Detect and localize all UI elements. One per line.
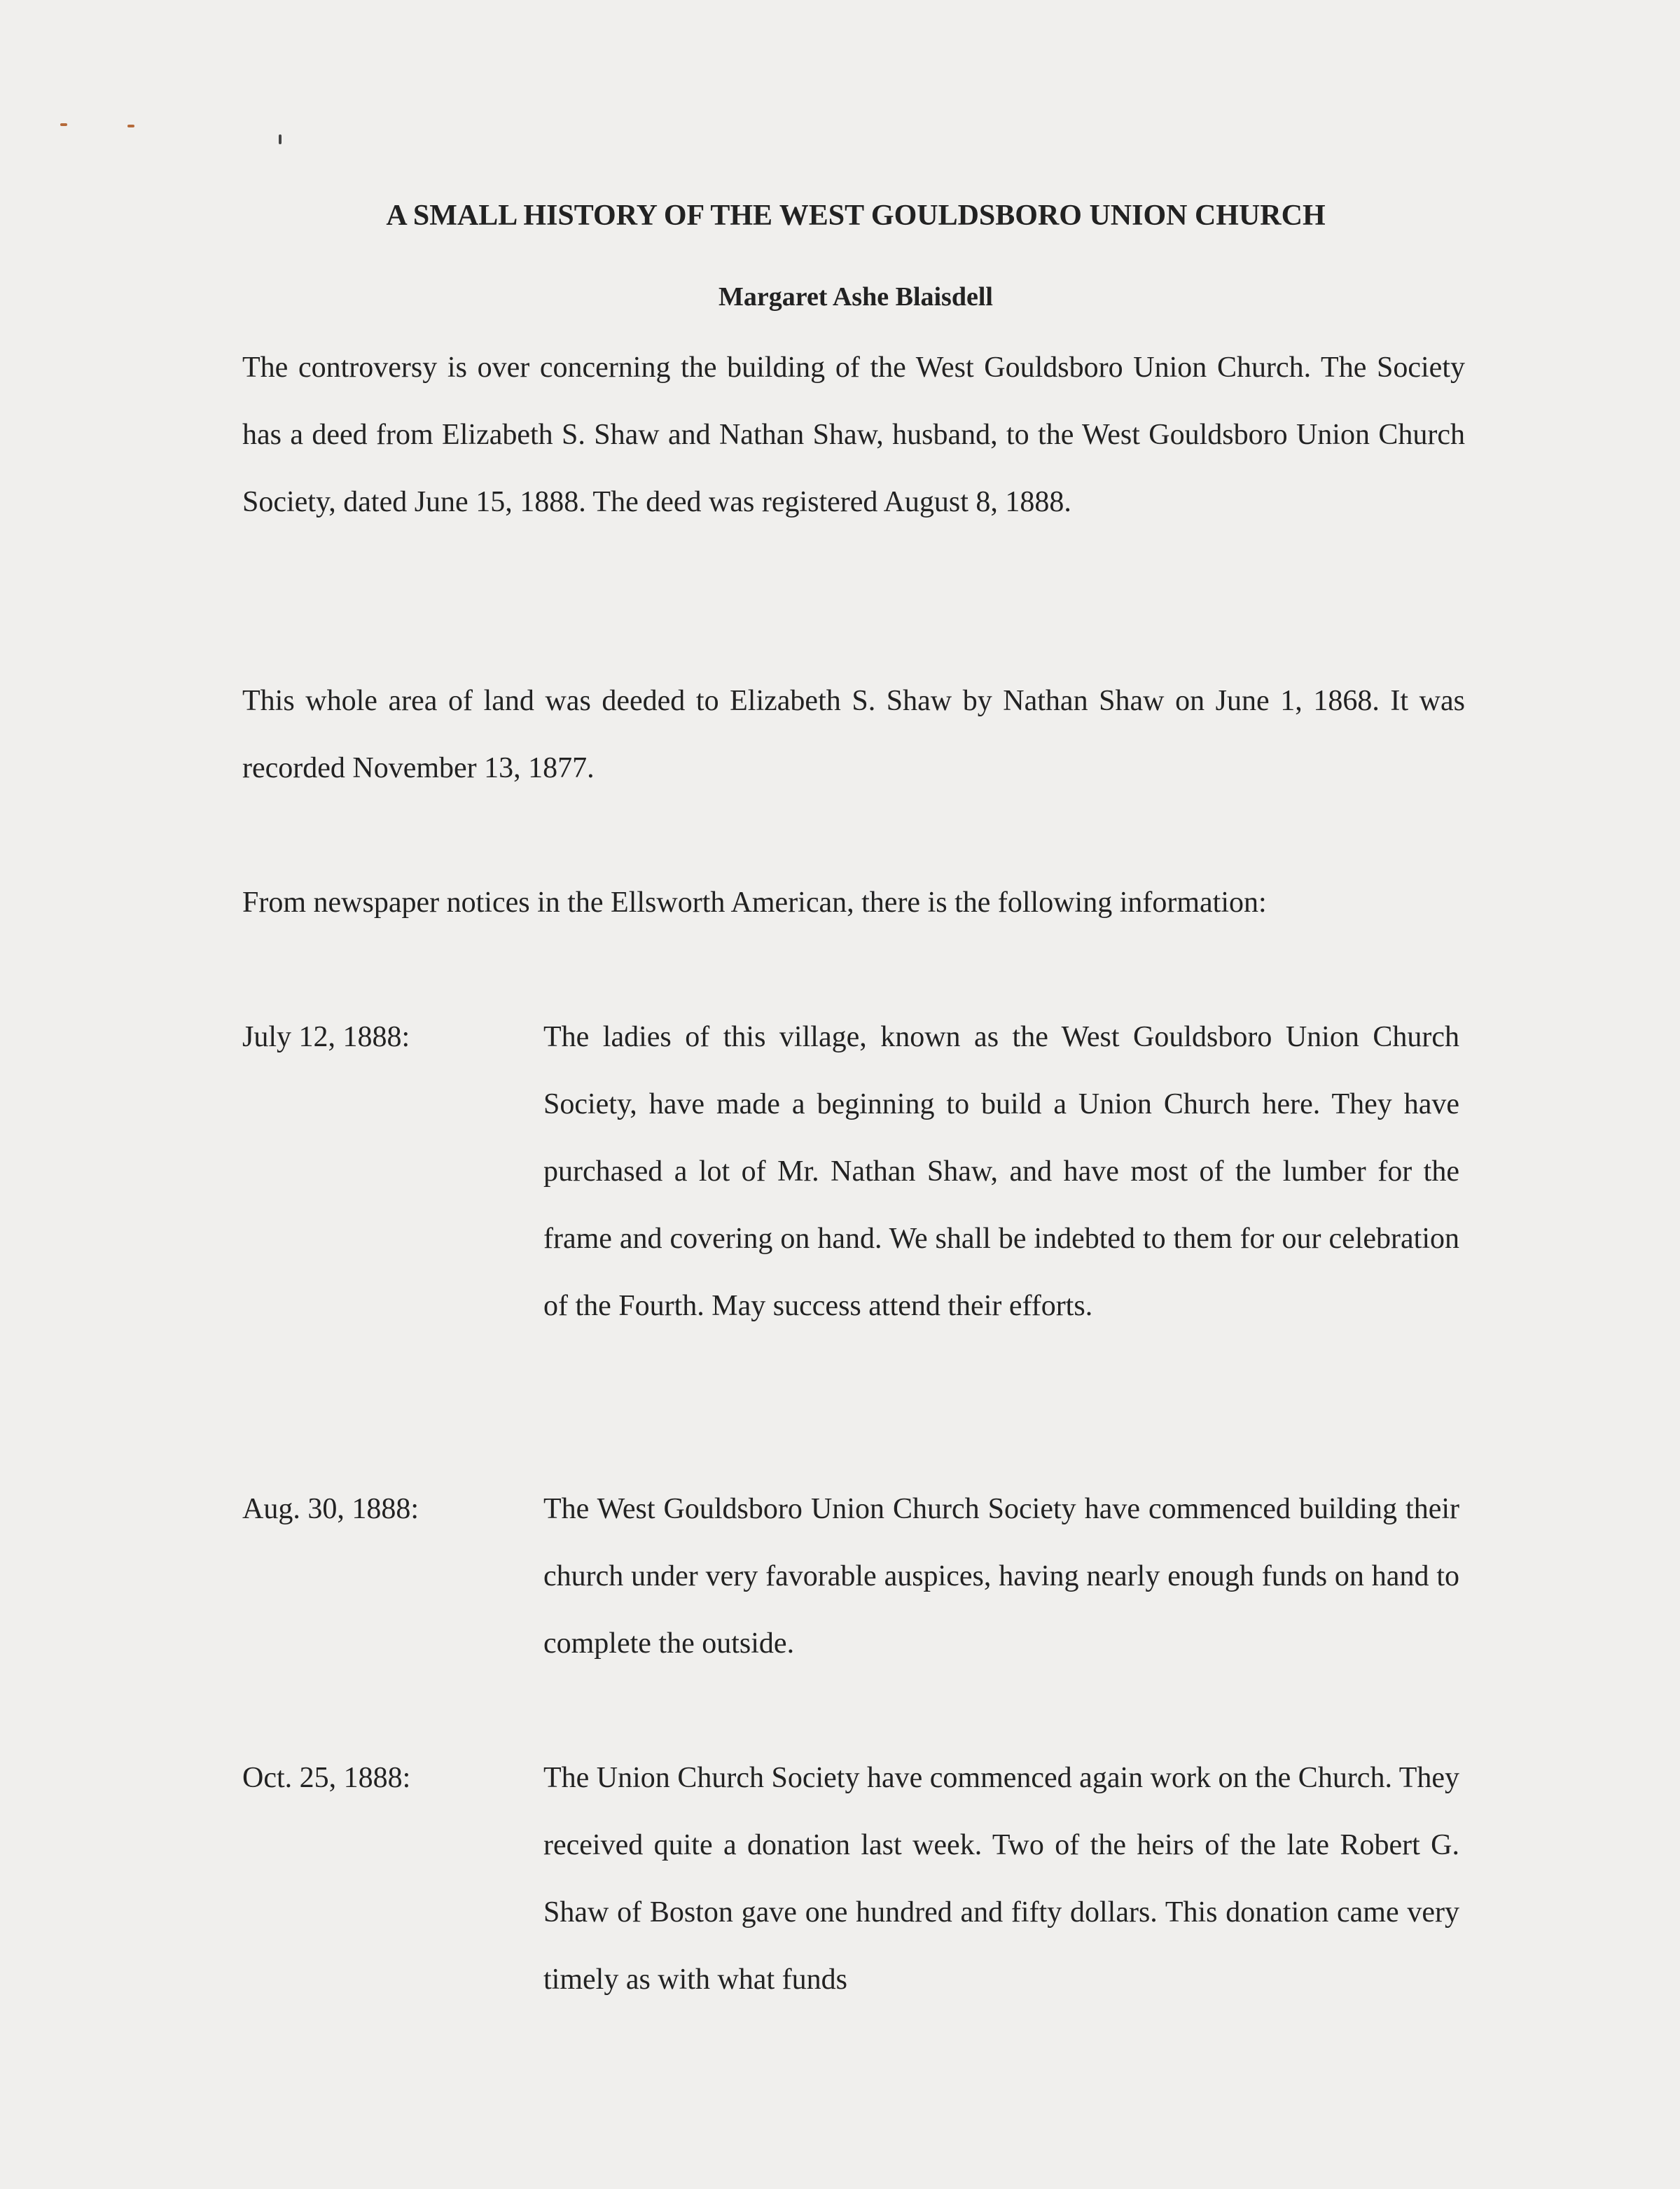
- entry-date: Aug. 30, 1888:: [242, 1493, 419, 1525]
- scan-speck: [279, 134, 282, 144]
- document-title: A SMALL HISTORY OF THE WEST GOULDSBORO UNION CHURCH: [386, 200, 1326, 232]
- entry-text: The ladies of this village, known as the West Gouldsboro Union Church Society, have made a beginning to build a Union Church here. They have purchased a lot of Mr. Nathan Shaw, and have most of the lumber for the frame and covering on hand. We shall be indebted to them for our celebration of the Fourth. May success attend their efforts.: [543, 1021, 1459, 1322]
- paragraph-newspaper: From newspaper notices in the Ellsworth American, there is the following information:: [242, 887, 1267, 919]
- scan-speck: [127, 125, 134, 127]
- entry-date: July 12, 1888:: [242, 1021, 410, 1053]
- document-author: Margaret Ashe Blaisdell: [718, 282, 993, 312]
- paragraph-deed: The controversy is over concerning the building of the West Gouldsboro Union Church. The Society has a deed from Elizabeth S. Shaw and Nathan Shaw, husband, to the West Gouldsboro Union Church Society, dated June 15, 1888. The deed was registered August 8, 1888.: [242, 352, 1465, 518]
- paragraph-land: This whole area of land was deeded to Elizabeth S. Shaw by Nathan Shaw on June 1, 1868. It was recorded November 13, 1877.: [242, 685, 1465, 784]
- entry-text: The Union Church Society have commenced again work on the Church. They received quite a donation last week. Two of the heirs of the late Robert G. Shaw of Boston gave one hundred and fifty dollars. This donation came very timely as with what funds: [543, 1762, 1459, 1996]
- entry-date: Oct. 25, 1888:: [242, 1762, 411, 1794]
- entry-text: The West Gouldsboro Union Church Society have commenced building their church under very favorable auspices, having nearly enough funds on hand to complete the outside.: [543, 1493, 1459, 1660]
- scan-speck: [60, 123, 67, 126]
